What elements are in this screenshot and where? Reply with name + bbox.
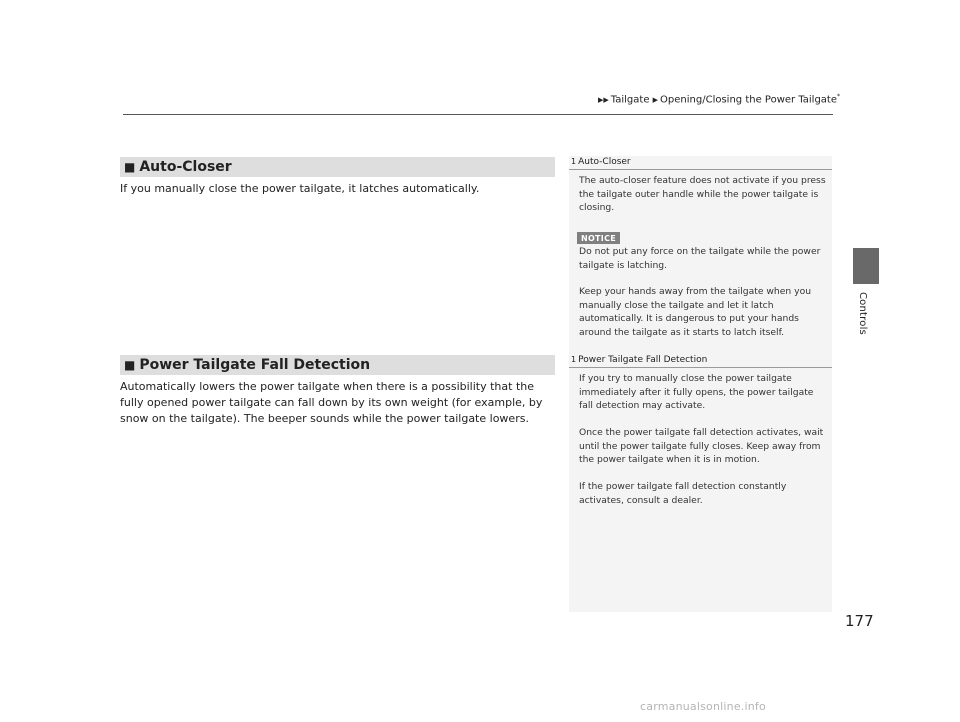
breadcrumb-arrow-icon: ▶▶ <box>598 96 609 105</box>
note-heading-fall-detection <box>571 355 707 365</box>
note-divider <box>569 367 832 368</box>
watermark-text: carmanualsonline.info <box>640 700 766 713</box>
note-paragraph: Once the power tailgate fall detection activates, wait until the power tailgate fully closes. Keep away from the power tailgate when it is in motion. <box>579 427 824 465</box>
section-body-auto-closer: If you manually close the power tailgate, it latches automatically. <box>120 182 480 195</box>
section-title: Auto-Closer <box>139 159 232 175</box>
section-body-fall-detection: Automatically lowers the power tailgate when there is a possibility that the fully opened power tailgate can fall down by its own weight (for example, by snow on the tailgate). The beeper sounds while the power tailgate lowers. <box>120 380 543 425</box>
note-paragraph: Keep your hands away from the tailgate when you manually close the tailgate and let it latch automatically. It is dangerous to put your hands around the tailgate as it starts to latch itself. <box>579 286 812 338</box>
breadcrumb-item-tailgate[interactable]: Tailgate <box>610 94 650 106</box>
breadcrumb-arrow-icon: ▶ <box>652 96 659 105</box>
note-paragraph: If you try to manually close the power tailgate immediately after it fully opens, the power tailgate fall detection may activate. <box>579 373 814 411</box>
note-reference-icon: 1 <box>571 355 577 364</box>
note-paragraph: Do not put any force on the tailgate while the power tailgate is latching. <box>579 246 821 271</box>
notice-badge: NOTICE <box>577 232 620 244</box>
header-divider <box>123 114 833 115</box>
note-divider <box>569 169 832 170</box>
breadcrumb-asterisk: * <box>837 93 841 100</box>
note-heading-auto-closer <box>571 157 631 167</box>
note-title: Auto-Closer <box>578 157 631 167</box>
note-title: Power Tailgate Fall Detection <box>578 355 708 365</box>
note-paragraph: The auto-closer feature does not activate if you press the tailgate outer handle while the power tailgate is closing. <box>579 175 826 213</box>
note-reference-icon: 1 <box>571 157 577 166</box>
chapter-tab-label <box>853 292 879 352</box>
page-number: 177 <box>845 612 874 630</box>
section-heading-fall-detection <box>120 355 555 375</box>
breadcrumb <box>598 93 840 105</box>
section-square-icon: ■ <box>124 358 136 372</box>
breadcrumb-item-current[interactable]: Opening/Closing the Power Tailgate <box>660 94 838 106</box>
section-square-icon: ■ <box>124 160 136 174</box>
chapter-tab-text: Controls <box>857 292 868 335</box>
note-paragraph: If the power tailgate fall detection constantly activates, consult a dealer. <box>579 481 787 506</box>
section-heading-auto-closer <box>120 157 555 177</box>
chapter-tab-marker[interactable] <box>853 248 879 284</box>
section-title: Power Tailgate Fall Detection <box>139 357 371 373</box>
